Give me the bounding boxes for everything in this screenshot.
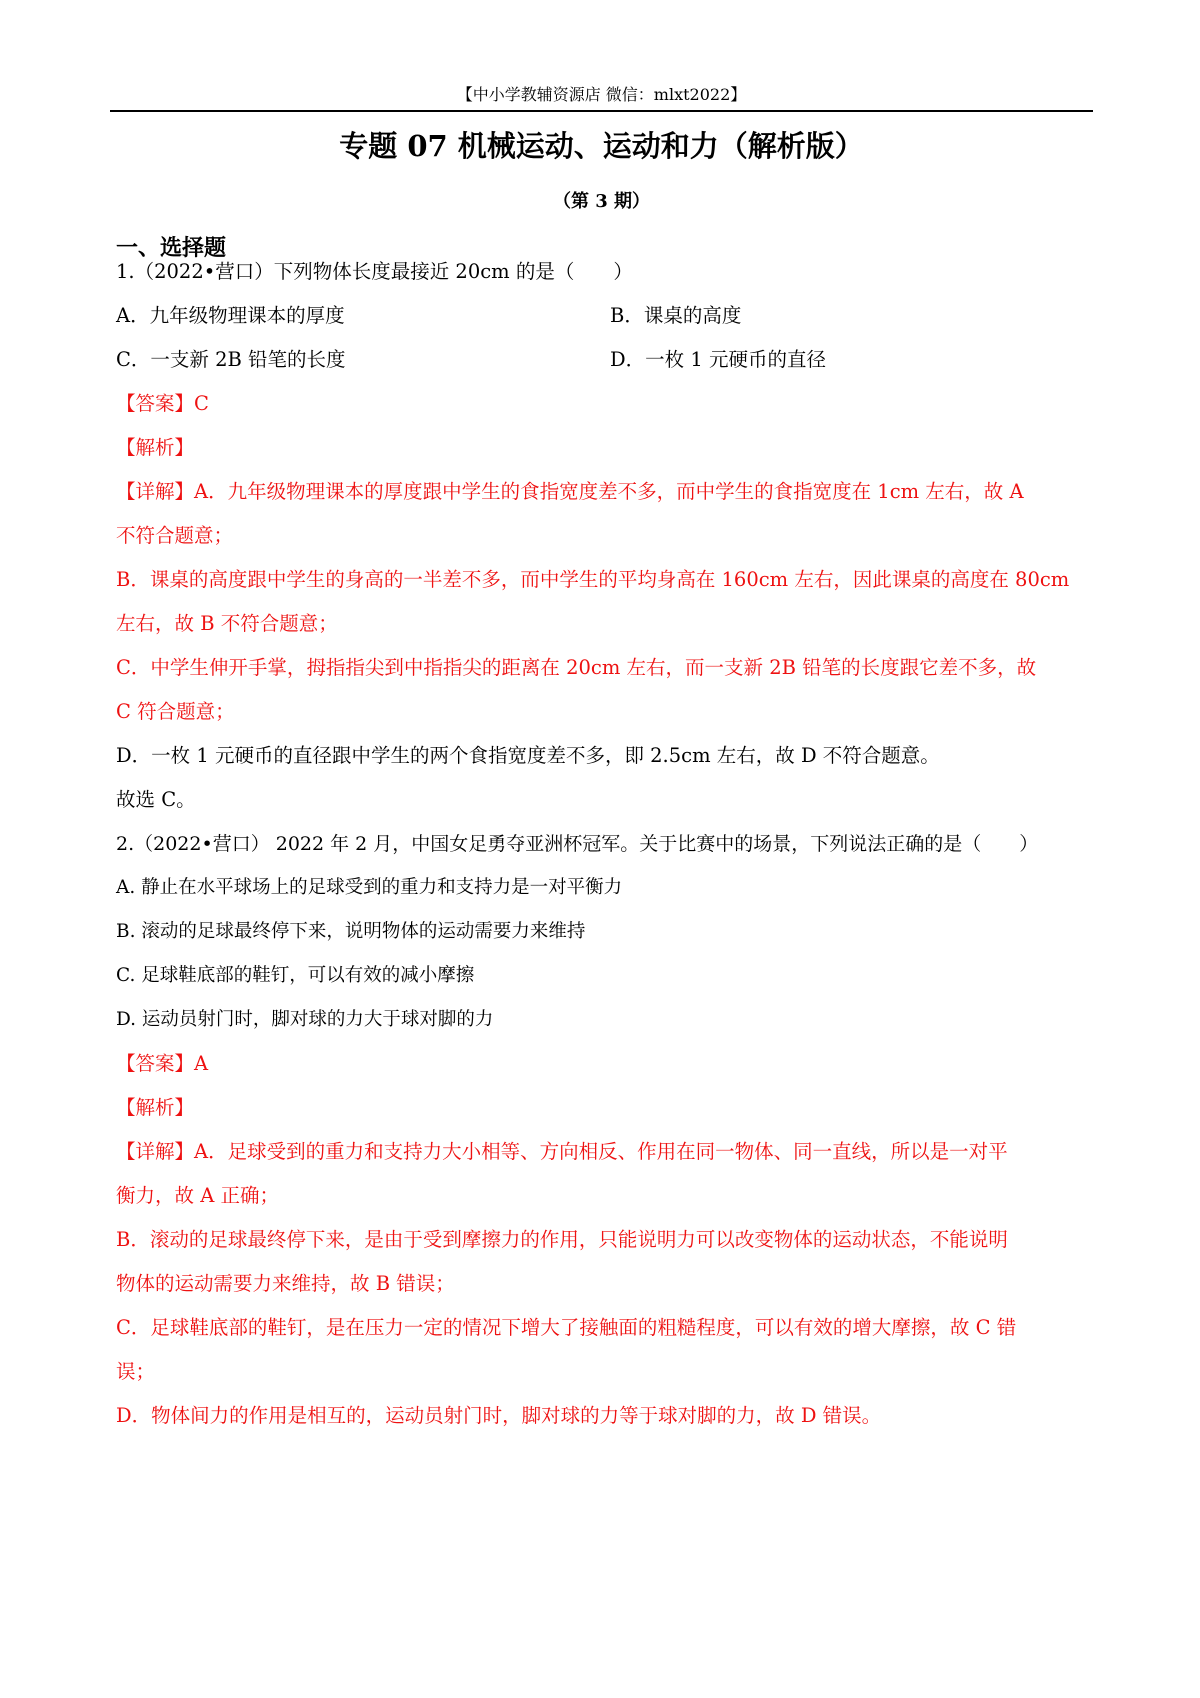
question-1-conclusion: 故选 C。 bbox=[116, 788, 196, 811]
document-title: 专题 07 机械运动、运动和力（解析版） bbox=[339, 129, 864, 163]
question-2-explanation-line: D．物体间力的作用是相互的，运动员射门时，脚对球的力等于球对脚的力，故 D 错误。 bbox=[116, 1404, 882, 1427]
issue-number: （第 3 期） bbox=[552, 191, 651, 212]
question-2-option-c: C. 足球鞋底部的鞋钉，可以有效的减小摩擦 bbox=[116, 965, 475, 986]
question-1-option-c: C．一支新 2B 铅笔的长度 bbox=[116, 348, 346, 371]
question-2-explanation-line: 衡力，故 A 正确； bbox=[116, 1184, 279, 1207]
question-2-option-d: D. 运动员射门时，脚对球的力大于球对脚的力 bbox=[116, 1009, 494, 1030]
header-divider bbox=[110, 110, 1093, 112]
question-1-answer: 【答案】C bbox=[116, 392, 209, 415]
section-heading: 一、选择题 bbox=[116, 235, 227, 261]
question-2-stem: 2.（2022•营口） 2022 年 2 月，中国女足勇夺亚洲杯冠军。关于比赛中的场景，下列说法正确的是（ ） bbox=[116, 833, 1039, 855]
question-1-option-a: A．九年级物理课本的厚度 bbox=[116, 304, 345, 327]
question-1-option-d: D．一枚 1 元硬币的直径 bbox=[610, 348, 826, 371]
header-banner: 【中小学教辅资源店 微信：mlxt2022】 bbox=[456, 85, 747, 104]
question-2-explanation-line: C．足球鞋底部的鞋钉，是在压力一定的情况下增大了接触面的粗糙程度，可以有效的增大摩擦，故 C 错 bbox=[116, 1316, 1017, 1339]
question-1-explanation-line: B．课桌的高度跟中学生的身高的一半差不多，而中学生的平均身高在 160cm 左右，因此课桌的高度在 80cm bbox=[116, 568, 1070, 591]
question-2-explanation-line: B．滚动的足球最终停下来，是由于受到摩擦力的作用，只能说明力可以改变物体的运动状态，不能说明 bbox=[116, 1228, 1008, 1251]
question-1-explanation-line: C 符合题意； bbox=[116, 700, 235, 723]
question-1-explanation-line: C．中学生伸开手掌，拇指指尖到中指指尖的距离在 20cm 左右，而一支新 2B 铅笔的长度跟它差不多，故 bbox=[116, 656, 1037, 679]
question-1-explanation-line: 【详解】A．九年级物理课本的厚度跟中学生的食指宽度差不多，而中学生的食指宽度在 1cm 左右，故 A bbox=[116, 480, 1024, 503]
question-1-stem: 1.（2022•营口）下列物体长度最接近 20cm 的是（ ） bbox=[116, 260, 633, 283]
question-1-analysis-label: 【解析】 bbox=[116, 436, 195, 459]
question-2-explanation-line: 误； bbox=[116, 1360, 156, 1383]
question-1-explanation-line: D．一枚 1 元硬币的直径跟中学生的两个食指宽度差不多，即 2.5cm 左右，故 D 不符合题意。 bbox=[116, 744, 940, 767]
question-2-option-a: A. 静止在水平球场上的足球受到的重力和支持力是一对平衡力 bbox=[116, 877, 623, 898]
question-2-analysis-label: 【解析】 bbox=[116, 1096, 195, 1119]
question-2-explanation-line: 物体的运动需要力来维持，故 B 错误； bbox=[116, 1272, 455, 1295]
question-1-explanation-line: 不符合题意； bbox=[116, 524, 234, 547]
question-1-explanation-line: 左右，故 B 不符合题意； bbox=[116, 612, 338, 635]
question-2-option-b: B. 滚动的足球最终停下来，说明物体的运动需要力来维持 bbox=[116, 921, 586, 942]
question-2-answer: 【答案】A bbox=[116, 1052, 209, 1075]
question-1-option-b: B．课桌的高度 bbox=[610, 304, 742, 327]
question-2-explanation-line: 【详解】A．足球受到的重力和支持力大小相等、方向相反、作用在同一物体、同一直线，所以是一对平 bbox=[116, 1140, 1008, 1163]
